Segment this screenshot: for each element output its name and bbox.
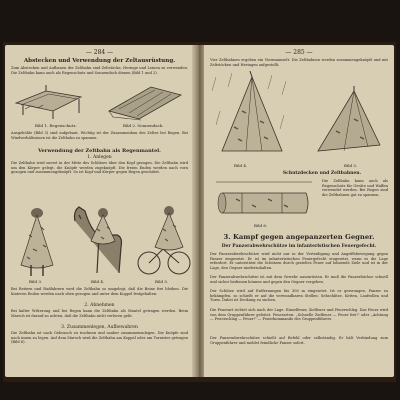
page-number-left: — 284 — xyxy=(85,49,114,56)
figure-6-caption: Bild 6. xyxy=(254,223,268,228)
chapter-heading: 3. Kampf gegen angepanzerten Gegner. xyxy=(223,233,375,241)
body-paragraph-4: Die Feuerart richtet sich nach der Lage. Einzelfeuer, Zielfeuer und Feuerschlag. Das Feuer wird von dem Gruppenführer geleitet. Feuerarten: „Schnelle Zielfeuer — Feuer frei!" oder „Achtung — Feuerschlag — Feuer!" — Feuerkommando des Gruppenführers. xyxy=(210,308,388,322)
left-page xyxy=(5,45,194,377)
sub-caption: Schutzdecken und Zeltbahnen. xyxy=(282,171,362,176)
figure-2-caption: Bild 2. Sonnendach. xyxy=(123,123,164,128)
figure-four-man-tent xyxy=(212,71,292,159)
figure-1-caption: Bild 1. Regenschutz. xyxy=(35,123,77,128)
note-text: Ausgehöhle (Bild 3) sind aufgebaut. Wichtig ist der Zusammenbau des Zeltes bei Regen. Bei Windverhältnissen ist die Zeltbahn zu spannen. xyxy=(11,131,188,140)
intro-text: Zum Abstecken und Aufbauen der Zeltbahn sind Zeltstöcke, Heringe und Leinen zu verwenden. Die Zeltbahn kann auch als Regenschutz und Sonnendach dienen (Bild 1 und 2). xyxy=(11,66,188,75)
page-heading: Abstecken und Verwendung der Zeltausrüstung. xyxy=(23,58,176,64)
bottom-text-2: Bei kalter Witterung und bei Regen kann die Zeltbahn als Mantel getragen werden. Beim Marsch ist darauf zu achten, daß die Zeltbahn nicht verloren geht. xyxy=(11,309,188,318)
section-heading: Verwendung der Zeltbahn als Regenmantel. xyxy=(38,148,161,154)
top-text: Vier Zeltbahnen ergeben ein Viermannzelt. Die Zeltbahnen werden zusammengeknöpft und mit Zeltstöcken und Heringen aufgestellt. xyxy=(210,58,388,67)
right-page xyxy=(204,45,394,377)
figure-4-right-caption: Bild 4. xyxy=(234,163,248,168)
figure-rolled-tarp xyxy=(212,179,316,221)
bottom-text-1: Bei Reitern und Radfahrern wird die Zeltbahn so umgelegt, daß die Beine frei bleiben. Die hinteren Enden werden nach oben gezogen und unter dem Koppel festgehalten. xyxy=(11,287,188,296)
figure-soldier-poncho-1 xyxy=(17,205,57,277)
body-paragraph-2: Der Panzerabwehrschütze ist mit dem Gewehr auszurüsten. Er muß die Panzerbüchse schnell und sicher bedienen können und gegen den Gegner vorgehen. xyxy=(210,275,388,284)
figure-5-right-caption: Bild 5. xyxy=(344,163,358,168)
body-text: Die Zeltbahn wird zuerst in der Mitte des Schlitzes über den Kopf gezogen. Die Zeltbahn wird um den Körper gelegt, die Knöpfe werden zugeknöpft. Die freien Enden werden nach vorn gezogen und zusammengeknöpft. So ist Kopf und Körper gegen Regen geschützt. xyxy=(11,161,188,175)
figure-rider-horse xyxy=(69,201,129,277)
side-text: Die Zeltbahn kann auch als Regenschutz für Geräte und Waffen verwendet werden. Bei Regen sind die Zeltbahnen gut zu spannen. xyxy=(322,179,388,197)
subheading-anlegen: 1. Anlegen xyxy=(87,155,112,160)
figure-3-caption: Bild 3. xyxy=(29,279,43,284)
body-paragraph-1: Der Panzerabwehrschütze wird nicht nur in der Verteidigung und Angriffsbewegung gegen Panzer eingesetzt. Er ist im infanteristischen Feuergefecht eingesetzt, wenn es die Lage erfordert. Er unterstützt die Schützen durch gezieltes Feuer auf lohnende Ziele und ist in der Lage, den Gegner niederzuhalten. xyxy=(210,252,388,270)
body-paragraph-5: Der Panzerabwehrschütze schießt auf Befehl oder selbständig. Er hält Verbindung zum Gruppenführer und meldet feindliche Panzer sofort. xyxy=(210,336,388,345)
open-book xyxy=(3,42,396,382)
subheading-zusammenlegen: 3. Zusammenlegen, Aufbewahren xyxy=(61,325,138,330)
figure-5-caption: Bild 5. xyxy=(155,279,169,284)
subheading-abnehmen: 2. Abnehmen xyxy=(84,303,115,308)
figure-pup-tent xyxy=(314,85,388,159)
chapter-subheading: Der Panzerabwehrschütze im infanteristischen Feuergefecht. xyxy=(221,244,377,249)
body-paragraph-3: Der Schütze wird auf Entfernungen bis 300 m eingesetzt. Ist er gezwungen, Panzer zu bekämpfen, so schießt er auf die verwundbaren Stellen: Sehschlitze, Ketten, Laufrollen und Turm. Dabei ist Deckung zu suchen. xyxy=(210,289,388,303)
figure-sun-shade xyxy=(101,81,187,121)
bottom-text-3: Die Zeltbahn ist nach Gebrauch zu trocknen und sauber zusammenzulegen. Die Knöpfe sind nach innen zu legen. Auf dem Marsch wird die Zeltbahn am Koppel oder am Tornister getragen (Bild 6). xyxy=(11,331,188,345)
page-number-right: — 285 — xyxy=(285,49,313,56)
figure-4-caption: Bild 4. xyxy=(91,279,105,284)
figure-cyclist xyxy=(135,203,191,277)
figure-rain-shelter xyxy=(11,81,91,121)
